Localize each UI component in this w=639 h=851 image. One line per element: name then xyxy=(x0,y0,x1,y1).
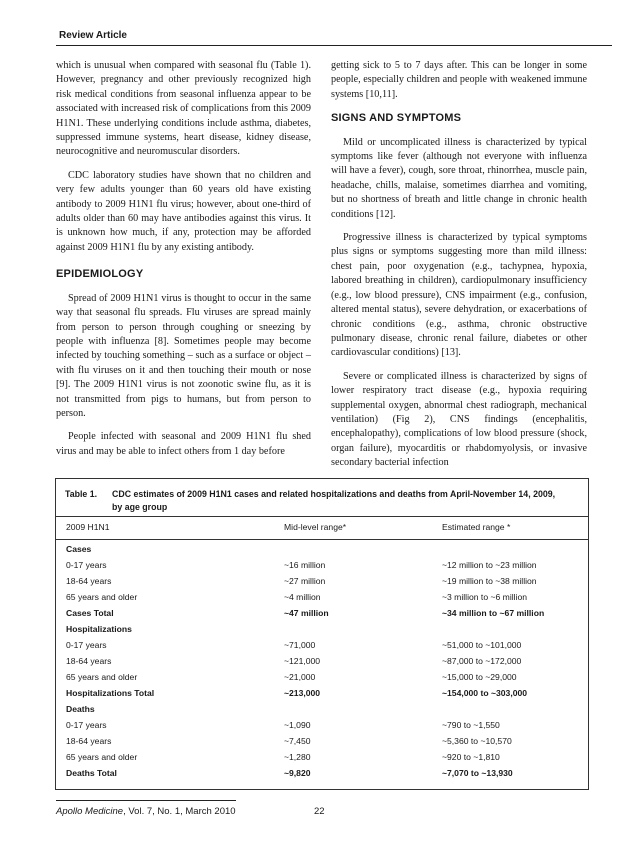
table-row xyxy=(56,751,588,767)
table-section-row xyxy=(56,543,588,559)
table-cell: Cases xyxy=(66,544,92,554)
table-cell: ~920 to ~1,810 xyxy=(442,752,500,762)
table-cell: ~87,000 to ~172,000 xyxy=(442,656,522,666)
table-cell: ~1,280 xyxy=(284,752,311,762)
paragraph: Mild or uncomplicated illness is characterized by typical symptoms like fever (although not everyone with influenza will have a fever), cough, sore throat, rhinorrhea, muscle pain, headache, chills, malaise, sometimes diarrhea and vomiting, but no shortness of breath and little change in chronic health conditions [12]. xyxy=(331,136,587,220)
table-row xyxy=(56,591,588,607)
table-row xyxy=(56,735,588,751)
table-cell: ~5,360 to ~10,570 xyxy=(442,736,512,746)
table-cell: ~121,000 xyxy=(284,656,321,666)
table-row xyxy=(56,687,588,703)
table-cell: 0-17 years xyxy=(66,640,107,650)
section-heading: EPIDEMIOLOGY xyxy=(56,268,144,281)
table-caption xyxy=(65,488,565,514)
page-number: 22 xyxy=(314,806,325,817)
paragraph: getting sick to 5 to 7 days after. This can be longer in some people, especially children and people with weakened immune systems [10,11]. xyxy=(331,60,587,100)
table-row xyxy=(56,655,588,671)
section-heading: SIGNS AND SYMPTOMS xyxy=(331,112,462,125)
table-cell: 65 years and older xyxy=(66,672,138,682)
header-divider xyxy=(56,45,612,46)
paragraph: Severe or complicated illness is characterized by signs of lower respiratory tract disease (e.g., hypoxia requiring supplemental oxygen, abnormal chest radiograph, mechanical ventilation) (Fig 2), CNS findings (encephalitis, encephalopathy), complications of low blood pressure (shock, organ failure), myocarditis or rhabdomyolysis, or invasive secondary bacterial infection xyxy=(331,370,587,469)
column-header: 2009 H1N1 xyxy=(66,522,110,532)
paragraph: which is unusual when compared with seasonal flu (Table 1). However, pregnancy and other previously recognized high risk medical conditions from seasonal influenza appear to be associated with increased risk of complications from this 2009 H1N1. These underlying conditions include asthma, diabetes, suppressed immune systems, heart disease, kidney disease, neurocognitive and neuromuscular disorders. xyxy=(56,60,311,158)
table-cell: ~9,820 xyxy=(284,768,311,778)
table-cell: ~7,450 xyxy=(284,736,311,746)
table-cell: ~7,070 to ~13,930 xyxy=(442,768,513,778)
table-cell: ~12 million to ~23 million xyxy=(442,560,537,570)
table-cell: Deaths Total xyxy=(66,768,117,778)
paragraph: Progressive illness is characterized by typical symptoms plus signs or symptoms suggesting more than mild illness: chest pain, poor oxygenation (e.g., tachypnea, hypoxia, labored breathing in children), cardiopulmonary insufficiency (e.g., low blood pressure), CNS impairment (e.g., confusion, altered mental status), severe dehydration, or exacerbations of chronic conditions (e.g., asthma, chronic obstructive pulmonary disease, chronic renal failure, diabetes or other cardiovascular conditions) [13]. xyxy=(331,232,587,359)
table-cell: ~19 million to ~38 million xyxy=(442,576,537,586)
table-row xyxy=(56,767,588,783)
table-row xyxy=(56,575,588,591)
footer-citation xyxy=(56,806,236,817)
table-cell: 18-64 years xyxy=(66,576,112,586)
table-cell: Hospitalizations Total xyxy=(66,688,155,698)
column-header: Mid-level range* xyxy=(284,522,347,532)
table-cell: ~51,000 to ~101,000 xyxy=(442,640,522,650)
table-cell: 65 years and older xyxy=(66,752,138,762)
table-cell: ~3 million to ~6 million xyxy=(442,592,528,602)
paragraph: Spread of 2009 H1N1 virus is thought to occur in the same way that seasonal flu spreads. Flu viruses are spread mainly from person to person through coughing or sneezing by people with influenza [8]. Sometimes people may become infected by touching something – such as a surface or object – with flu viruses on it and then touching their mouth or nose [9]. The 2009 H1N1 virus is not zoonotic swine flu, as it is not transmitted from pigs to humans, but from person to person. xyxy=(56,292,311,419)
right-column xyxy=(331,59,587,480)
journal-name: Apollo Medicine xyxy=(56,806,124,817)
table-row xyxy=(56,639,588,655)
table-cell: ~47 million xyxy=(284,608,329,618)
paragraph: People infected with seasonal and 2009 H1N1 flu shed virus and may be able to infect others from 1 day before xyxy=(56,431,311,457)
table-header xyxy=(56,516,588,540)
table-row xyxy=(56,719,588,735)
table-section-row xyxy=(56,623,588,639)
table-row xyxy=(56,607,588,623)
data-table xyxy=(55,478,589,790)
table-cell: 18-64 years xyxy=(66,736,112,746)
journal-issue: , Vol. 7, No. 1, March 2010 xyxy=(123,806,236,817)
section-label: Review Article xyxy=(59,30,127,41)
table-cell: ~21,000 xyxy=(284,672,316,682)
table-cell: ~4 million xyxy=(284,592,321,602)
table-cell: Hospitalizations xyxy=(66,624,132,634)
left-column xyxy=(56,59,311,468)
table-cell: 65 years and older xyxy=(66,592,138,602)
table-cell: ~34 million to ~67 million xyxy=(442,608,545,618)
table-body xyxy=(56,543,588,783)
table-cell: 18-64 years xyxy=(66,656,112,666)
table-cell: ~15,000 to ~29,000 xyxy=(442,672,517,682)
table-cell: Deaths xyxy=(66,704,95,714)
paragraph: CDC laboratory studies have shown that no children and very few adults younger than 60 years old have existing antibody to 2009 H1N1 flu virus; however, about one-third of adults older than 60 may have antibodies against this virus. It is unknown how much, if any, protection may be afforded against 2009 H1N1 flu by any existing antibody. xyxy=(56,169,311,253)
table-number: Table 1. xyxy=(65,489,98,499)
table-row xyxy=(56,671,588,687)
column-header: Estimated range * xyxy=(442,522,511,532)
table-cell: 0-17 years xyxy=(66,720,107,730)
table-title: CDC estimates of 2009 H1N1 cases and related hospitalizations and deaths from April-November 14, 2009, by age group xyxy=(112,489,556,512)
table-cell: ~213,000 xyxy=(284,688,321,698)
table-cell: ~71,000 xyxy=(284,640,316,650)
table-row xyxy=(56,559,588,575)
table-cell: ~27 million xyxy=(284,576,326,586)
footer-divider xyxy=(56,800,236,801)
table-cell: ~16 million xyxy=(284,560,326,570)
table-cell: Cases Total xyxy=(66,608,114,618)
table-section-row xyxy=(56,703,588,719)
table-cell: ~154,000 to ~303,000 xyxy=(442,688,528,698)
table-cell: 0-17 years xyxy=(66,560,107,570)
table-cell: ~790 to ~1,550 xyxy=(442,720,500,730)
table-cell: ~1,090 xyxy=(284,720,311,730)
